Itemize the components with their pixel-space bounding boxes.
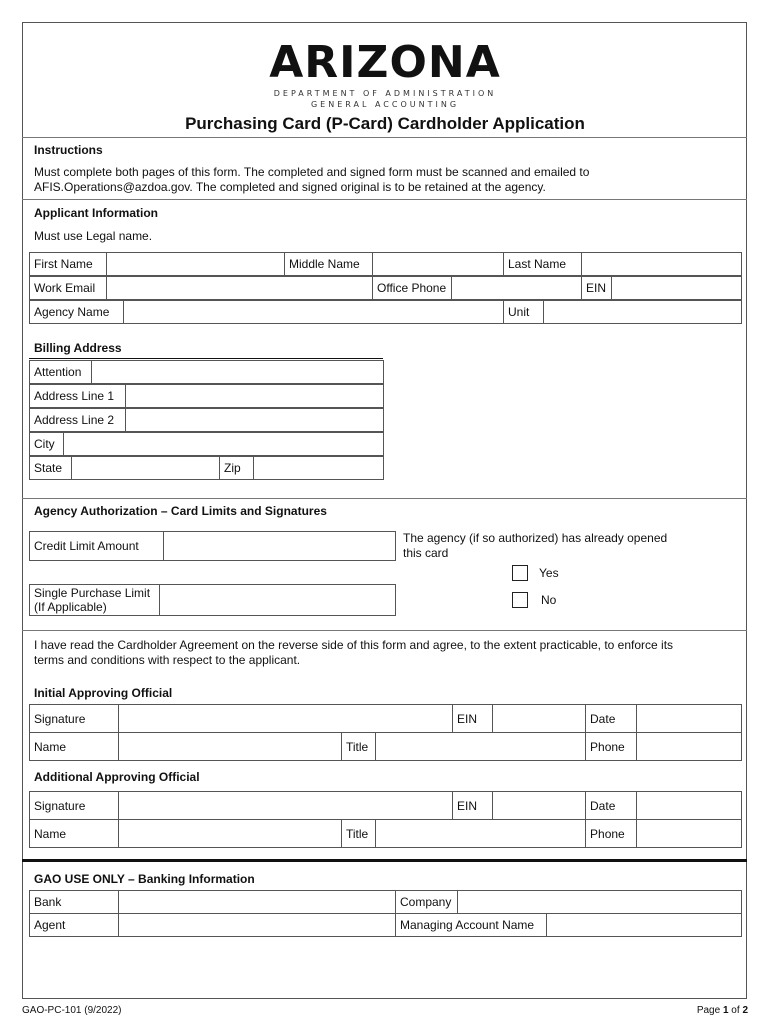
middle-name-label: Middle Name bbox=[285, 253, 373, 276]
additional-name-label: Name bbox=[30, 820, 119, 848]
page-prefix: Page bbox=[696, 1005, 723, 1016]
agent-field[interactable] bbox=[119, 914, 396, 937]
authorization-heading: Agency Authorization – Card Limits and Signatures bbox=[34, 504, 327, 518]
logo-division-line: GENERAL ACCOUNTING bbox=[310, 100, 460, 109]
no-label: No bbox=[541, 593, 557, 607]
form-title: Purchasing Card (P-Card) Cardholder Application bbox=[185, 114, 585, 133]
page-number bbox=[697, 1005, 748, 1016]
credit-limit-field[interactable] bbox=[164, 532, 396, 561]
initial-phone-label: Phone bbox=[586, 733, 637, 761]
unit-field[interactable] bbox=[544, 301, 742, 324]
address-line-1-field[interactable] bbox=[126, 385, 384, 408]
middle-name-field[interactable] bbox=[373, 253, 504, 276]
last-name-field[interactable] bbox=[582, 253, 742, 276]
gao-section-rule bbox=[22, 859, 747, 862]
applicant-name-row bbox=[29, 252, 742, 276]
zip-field[interactable] bbox=[254, 457, 384, 480]
credit-limit-row bbox=[29, 531, 396, 561]
office-phone-label: Office Phone bbox=[373, 277, 452, 300]
city-field[interactable] bbox=[64, 433, 384, 456]
initial-name-field[interactable] bbox=[119, 733, 342, 761]
bank-label: Bank bbox=[30, 891, 119, 914]
first-name-field[interactable] bbox=[107, 253, 285, 276]
additional-title-field[interactable] bbox=[376, 820, 586, 848]
page-total: 2 bbox=[742, 1005, 748, 1016]
initial-signature-label: Signature bbox=[30, 705, 119, 733]
additional-signature-field[interactable] bbox=[119, 792, 453, 820]
divider bbox=[22, 137, 747, 138]
initial-official-table bbox=[29, 704, 742, 761]
no-checkbox[interactable] bbox=[512, 592, 528, 608]
state-label: State bbox=[30, 457, 72, 480]
address-line-2-label: Address Line 2 bbox=[30, 409, 126, 432]
initial-date-label: Date bbox=[586, 705, 637, 733]
single-purchase-row bbox=[29, 584, 396, 616]
yes-checkbox[interactable] bbox=[512, 565, 528, 581]
card-opened-question-2: this card bbox=[403, 546, 449, 560]
additional-signature-label: Signature bbox=[30, 792, 119, 820]
gao-banking-table bbox=[29, 890, 742, 937]
page-of: of bbox=[728, 1005, 743, 1016]
applicant-contact-row bbox=[29, 276, 742, 300]
work-email-label: Work Email bbox=[30, 277, 107, 300]
billing-top-rule bbox=[29, 358, 383, 359]
billing-address1-row bbox=[29, 384, 384, 408]
initial-signature-field[interactable] bbox=[119, 705, 453, 733]
single-purchase-label-line-2: (If Applicable) bbox=[34, 600, 107, 614]
agent-label: Agent bbox=[30, 914, 119, 937]
ein-label: EIN bbox=[582, 277, 612, 300]
managing-account-label: Managing Account Name bbox=[396, 914, 547, 937]
credit-limit-label: Credit Limit Amount bbox=[30, 532, 164, 561]
instructions-heading: Instructions bbox=[34, 143, 103, 157]
address-line-1-label: Address Line 1 bbox=[30, 385, 126, 408]
billing-attention-row bbox=[29, 360, 384, 384]
first-name-label: First Name bbox=[30, 253, 107, 276]
initial-official-heading: Initial Approving Official bbox=[34, 686, 173, 700]
form-id: GAO-PC-101 (9/2022) bbox=[22, 1005, 122, 1016]
initial-ein-field[interactable] bbox=[493, 705, 586, 733]
logo-dept-line: DEPARTMENT OF ADMINISTRATION bbox=[273, 89, 497, 98]
instructions-text-1: Must complete both pages of this form. The completed and signed form must be scanned and emailed to bbox=[34, 165, 590, 179]
applicant-heading: Applicant Information bbox=[34, 206, 158, 220]
zip-label: Zip bbox=[220, 457, 254, 480]
unit-label: Unit bbox=[504, 301, 544, 324]
address-line-2-field[interactable] bbox=[126, 409, 384, 432]
initial-phone-field[interactable] bbox=[637, 733, 742, 761]
ein-field[interactable] bbox=[612, 277, 742, 300]
attention-label: Attention bbox=[30, 361, 92, 384]
initial-date-field[interactable] bbox=[637, 705, 742, 733]
attention-field[interactable] bbox=[92, 361, 384, 384]
additional-ein-field[interactable] bbox=[493, 792, 586, 820]
divider bbox=[22, 498, 747, 499]
billing-address2-row bbox=[29, 408, 384, 432]
yes-label: Yes bbox=[539, 566, 559, 580]
single-purchase-field[interactable] bbox=[160, 585, 396, 616]
additional-date-field[interactable] bbox=[637, 792, 742, 820]
gao-heading: GAO USE ONLY – Banking Information bbox=[34, 872, 255, 886]
office-phone-field[interactable] bbox=[452, 277, 582, 300]
initial-ein-label: EIN bbox=[453, 705, 493, 733]
managing-account-field[interactable] bbox=[547, 914, 742, 937]
company-field[interactable] bbox=[458, 891, 742, 914]
page-current: 1 bbox=[722, 1005, 729, 1016]
company-label: Company bbox=[396, 891, 458, 914]
initial-title-label: Title bbox=[342, 733, 376, 761]
additional-date-label: Date bbox=[586, 792, 637, 820]
applicant-note: Must use Legal name. bbox=[34, 229, 153, 243]
additional-title-label: Title bbox=[342, 820, 376, 848]
additional-ein-label: EIN bbox=[453, 792, 493, 820]
card-opened-question-1: The agency (if so authorized) has already opened bbox=[403, 531, 668, 545]
divider bbox=[22, 630, 747, 631]
applicant-agency-row bbox=[29, 300, 742, 324]
agency-name-label: Agency Name bbox=[30, 301, 124, 324]
divider bbox=[22, 199, 747, 200]
additional-official-table bbox=[29, 791, 742, 848]
last-name-label: Last Name bbox=[504, 253, 582, 276]
single-purchase-label-line-1: Single Purchase Limit bbox=[34, 586, 151, 600]
instructions-text-2: AFIS.Operations@azdoa.gov. The completed and signed original is to be retained at the agency. bbox=[34, 180, 546, 194]
billing-state-row bbox=[29, 456, 384, 480]
bank-field[interactable] bbox=[119, 891, 396, 914]
agency-name-field[interactable] bbox=[124, 301, 504, 324]
arizona-logo: ARIZONA bbox=[269, 37, 501, 88]
billing-city-row bbox=[29, 432, 384, 456]
initial-name-label: Name bbox=[30, 733, 119, 761]
additional-phone-label: Phone bbox=[586, 820, 637, 848]
additional-name-field[interactable] bbox=[119, 820, 342, 848]
agreement-text-1: I have read the Cardholder Agreement on the reverse side of this form and agree, to the extent practicable, to enforce its bbox=[34, 638, 674, 652]
state-field[interactable] bbox=[72, 457, 220, 480]
city-label: City bbox=[30, 433, 64, 456]
additional-phone-field[interactable] bbox=[637, 820, 742, 848]
work-email-field[interactable] bbox=[107, 277, 373, 300]
billing-heading: Billing Address bbox=[34, 341, 122, 355]
additional-official-heading: Additional Approving Official bbox=[34, 770, 200, 784]
initial-title-field[interactable] bbox=[376, 733, 586, 761]
agreement-text-2: terms and conditions with respect to the applicant. bbox=[34, 653, 301, 667]
single-purchase-label bbox=[30, 585, 160, 616]
